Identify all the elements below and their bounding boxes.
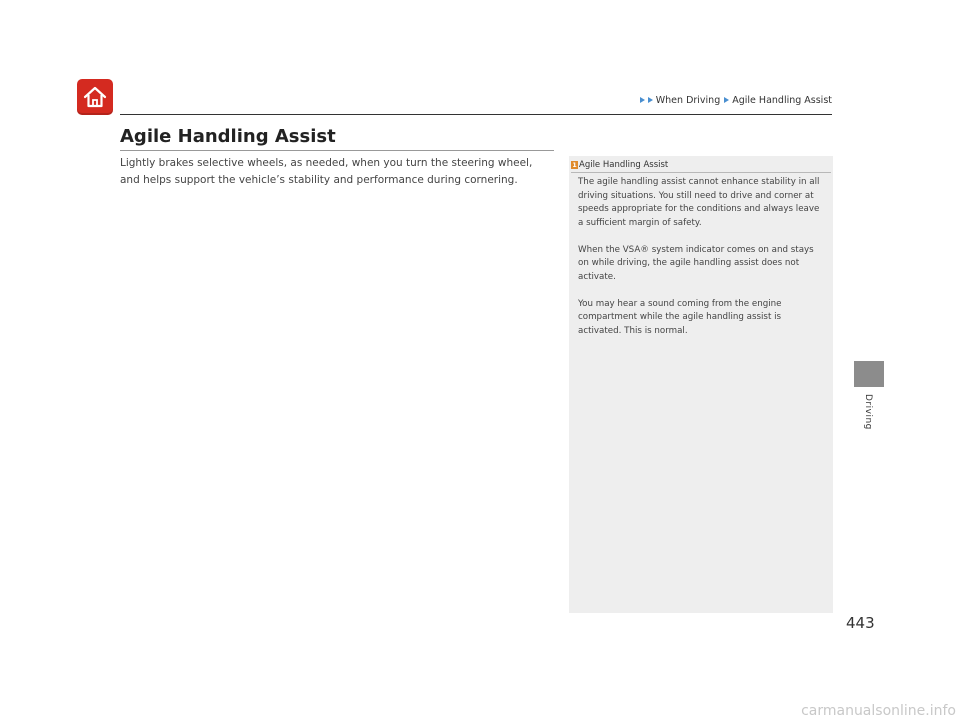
header-divider bbox=[120, 114, 832, 115]
home-icon bbox=[82, 84, 108, 110]
note-paragraph: The agile handling assist cannot enhance stability in all driving situations. You still need to drive and corner at speeds appropriate for the conditions and always leave a sufficient margin of safety. bbox=[578, 177, 820, 228]
page-title: Agile Handling Assist bbox=[120, 126, 336, 147]
watermark: carmanualsonline.info bbox=[801, 703, 956, 719]
title-divider bbox=[120, 150, 554, 151]
home-button[interactable] bbox=[77, 79, 113, 115]
side-note-title: Agile Handling Assist bbox=[579, 160, 669, 170]
section-label: Driving bbox=[863, 394, 873, 430]
section-tab[interactable] bbox=[854, 361, 884, 387]
side-note-heading bbox=[571, 158, 831, 173]
arrow-right-icon bbox=[724, 97, 729, 103]
breadcrumb-current: Agile Handling Assist bbox=[732, 94, 832, 106]
breadcrumb-when-driving[interactable]: When Driving bbox=[655, 94, 721, 106]
page-number: 443 bbox=[846, 614, 875, 632]
note-paragraph: When the VSA® system indicator comes on and stays on while driving, the agile handling assist does not activate. bbox=[578, 244, 814, 282]
note-marker-icon: 1 bbox=[572, 161, 577, 169]
arrow-right-icon bbox=[648, 97, 653, 103]
arrow-right-icon bbox=[640, 97, 645, 103]
body-paragraph: Lightly brakes selective wheels, as needed, when you turn the steering wheel, and helps support the vehicle’s stability and performance during cornering. bbox=[120, 157, 533, 186]
side-note-panel bbox=[569, 156, 833, 613]
breadcrumb bbox=[640, 93, 832, 107]
note-paragraph: You may hear a sound coming from the engine compartment while the agile handling assist is activated. This is normal. bbox=[578, 298, 782, 336]
side-note-body bbox=[578, 176, 824, 352]
